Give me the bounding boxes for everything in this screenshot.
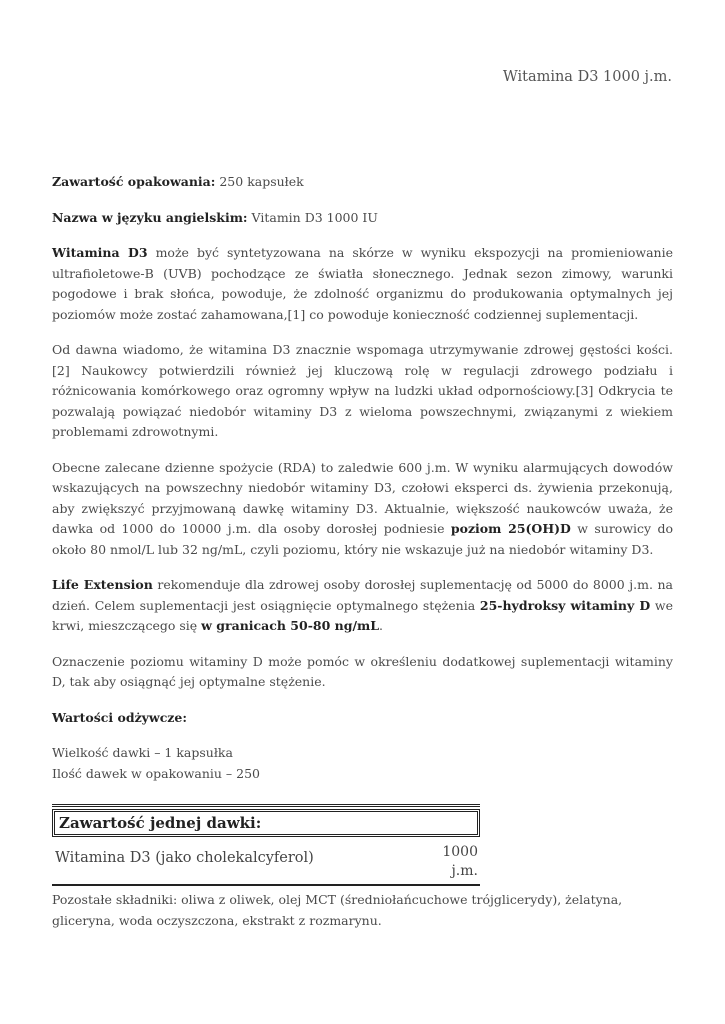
- english-name-value: Vitamin D3 1000 IU: [251, 209, 378, 225]
- nutrition-heading: [52, 708, 673, 729]
- nutrition-heading-text: Wartości odżywcze:: [52, 709, 187, 725]
- ingredient-name: Witamina D3 (jako cholekalcyferol): [55, 850, 314, 866]
- para1-bold: Witamina D3: [52, 245, 148, 260]
- para4-bold-1: Life Extension: [52, 577, 153, 592]
- paragraph-1: [52, 243, 673, 325]
- product-description: [52, 172, 673, 931]
- paragraph-5: Oznaczenie poziomu witaminy D może pomóc w określeniu dodatkowej suplementacji witaminy D, tak aby osiągnąć jej optymalne stężenie.: [52, 653, 673, 689]
- para3-text-2: w surowicy do około 80 nmol/L lub 32 ng/mL, czyli poziomu, który nie wskazuje już na niedobór witaminy D3.: [52, 521, 673, 557]
- page-title: Witamina D3 1000 j.m.: [502, 69, 672, 85]
- para1-text: może być syntetyzowana na skórze w wyniku ekspozycji na promieniowanie ultrafioletowe-B (UVB) pochodzące ze światła słonecznego. Jednak sezon zimowy, warunki pogodowe i brak słońca, powoduje, że zdolność organizmu do produkowania optymalnych jej poziomów może zostać zahamowana,[1] co powoduje konieczność codziennej suplementacji.: [52, 245, 673, 322]
- serving-size: Wielkość dawki – 1 kapsułka: [52, 745, 233, 760]
- english-name-label: Nazwa w języku angielskim:: [52, 209, 248, 225]
- paragraph-3: [52, 458, 673, 561]
- package-value: 250 kapsułek: [219, 174, 304, 189]
- package-label: Zawartość opakowania:: [52, 174, 216, 189]
- para4-text-1: rekomenduje dla zdrowej osoby dorosłej suplementację od 5000 do 8000 j.m. na dzień. Celem suplementacji jest osiągnięcie optymalnego stężenia: [52, 577, 673, 613]
- para3-bold: poziom 25(OH)D: [450, 521, 571, 536]
- paragraph-2: Od dawna wiadomo, że witamina D3 znacznie wspomaga utrzymywanie zdrowej gęstości kości.[2] Naukowcy potwierdzili również jej kluczową rolę w regulacji zdrowego podziału i różnicowania komórkowego oraz ogromny wpływ na ludzki układ odpornościowy.[3] Odkrycia te pozwalają powiązać niedobór witaminy D3 z wieloma powszechnymi, związanymi z wiekiem problemami zdrowotnymi.: [52, 342, 673, 439]
- table-header: Zawartość jednej dawki:: [52, 809, 480, 837]
- para4-text-3: .: [379, 618, 384, 633]
- other-ingredients: Pozostałe składniki: oliwa z oliwek, olej MCT (średniołańcuchowe trójglicerydy), żelatyna, gliceryna, woda oczyszczona, ekstrakt z rozmarynu.: [52, 892, 623, 928]
- english-name: [52, 208, 673, 229]
- nutrition-list: [52, 743, 673, 784]
- para4-bold-3: w granicach 50-80 ng/mL: [201, 618, 380, 633]
- para3-text-1: Obecne zalecane dzienne spożycie (RDA) to zaledwie 600 j.m. W wyniku alarmujących dowodów wskazujących na powszechny niedobór witaminy D3, czołowi eksperci ds. żywienia przekonują, aby zwiększyć przyjmowaną dawkę witaminy D3. Aktualnie, większość naukowców uważa, że dawka od 1000 do 10000 j.m. dla osoby dorosłej podniesie: [52, 459, 673, 536]
- paragraph-4: [52, 575, 673, 637]
- para4-text-2: we krwi, mieszczącego się: [52, 597, 673, 633]
- ingredient-amount: 1000 j.m.: [442, 844, 478, 879]
- supplement-table: [52, 804, 480, 886]
- para4-bold-2: 25-hydroksy witaminy D: [479, 597, 651, 613]
- table-row: [52, 837, 480, 884]
- servings-per-package: Ilość dawek w opakowaniu – 250: [52, 765, 261, 781]
- package-contents: [52, 172, 673, 193]
